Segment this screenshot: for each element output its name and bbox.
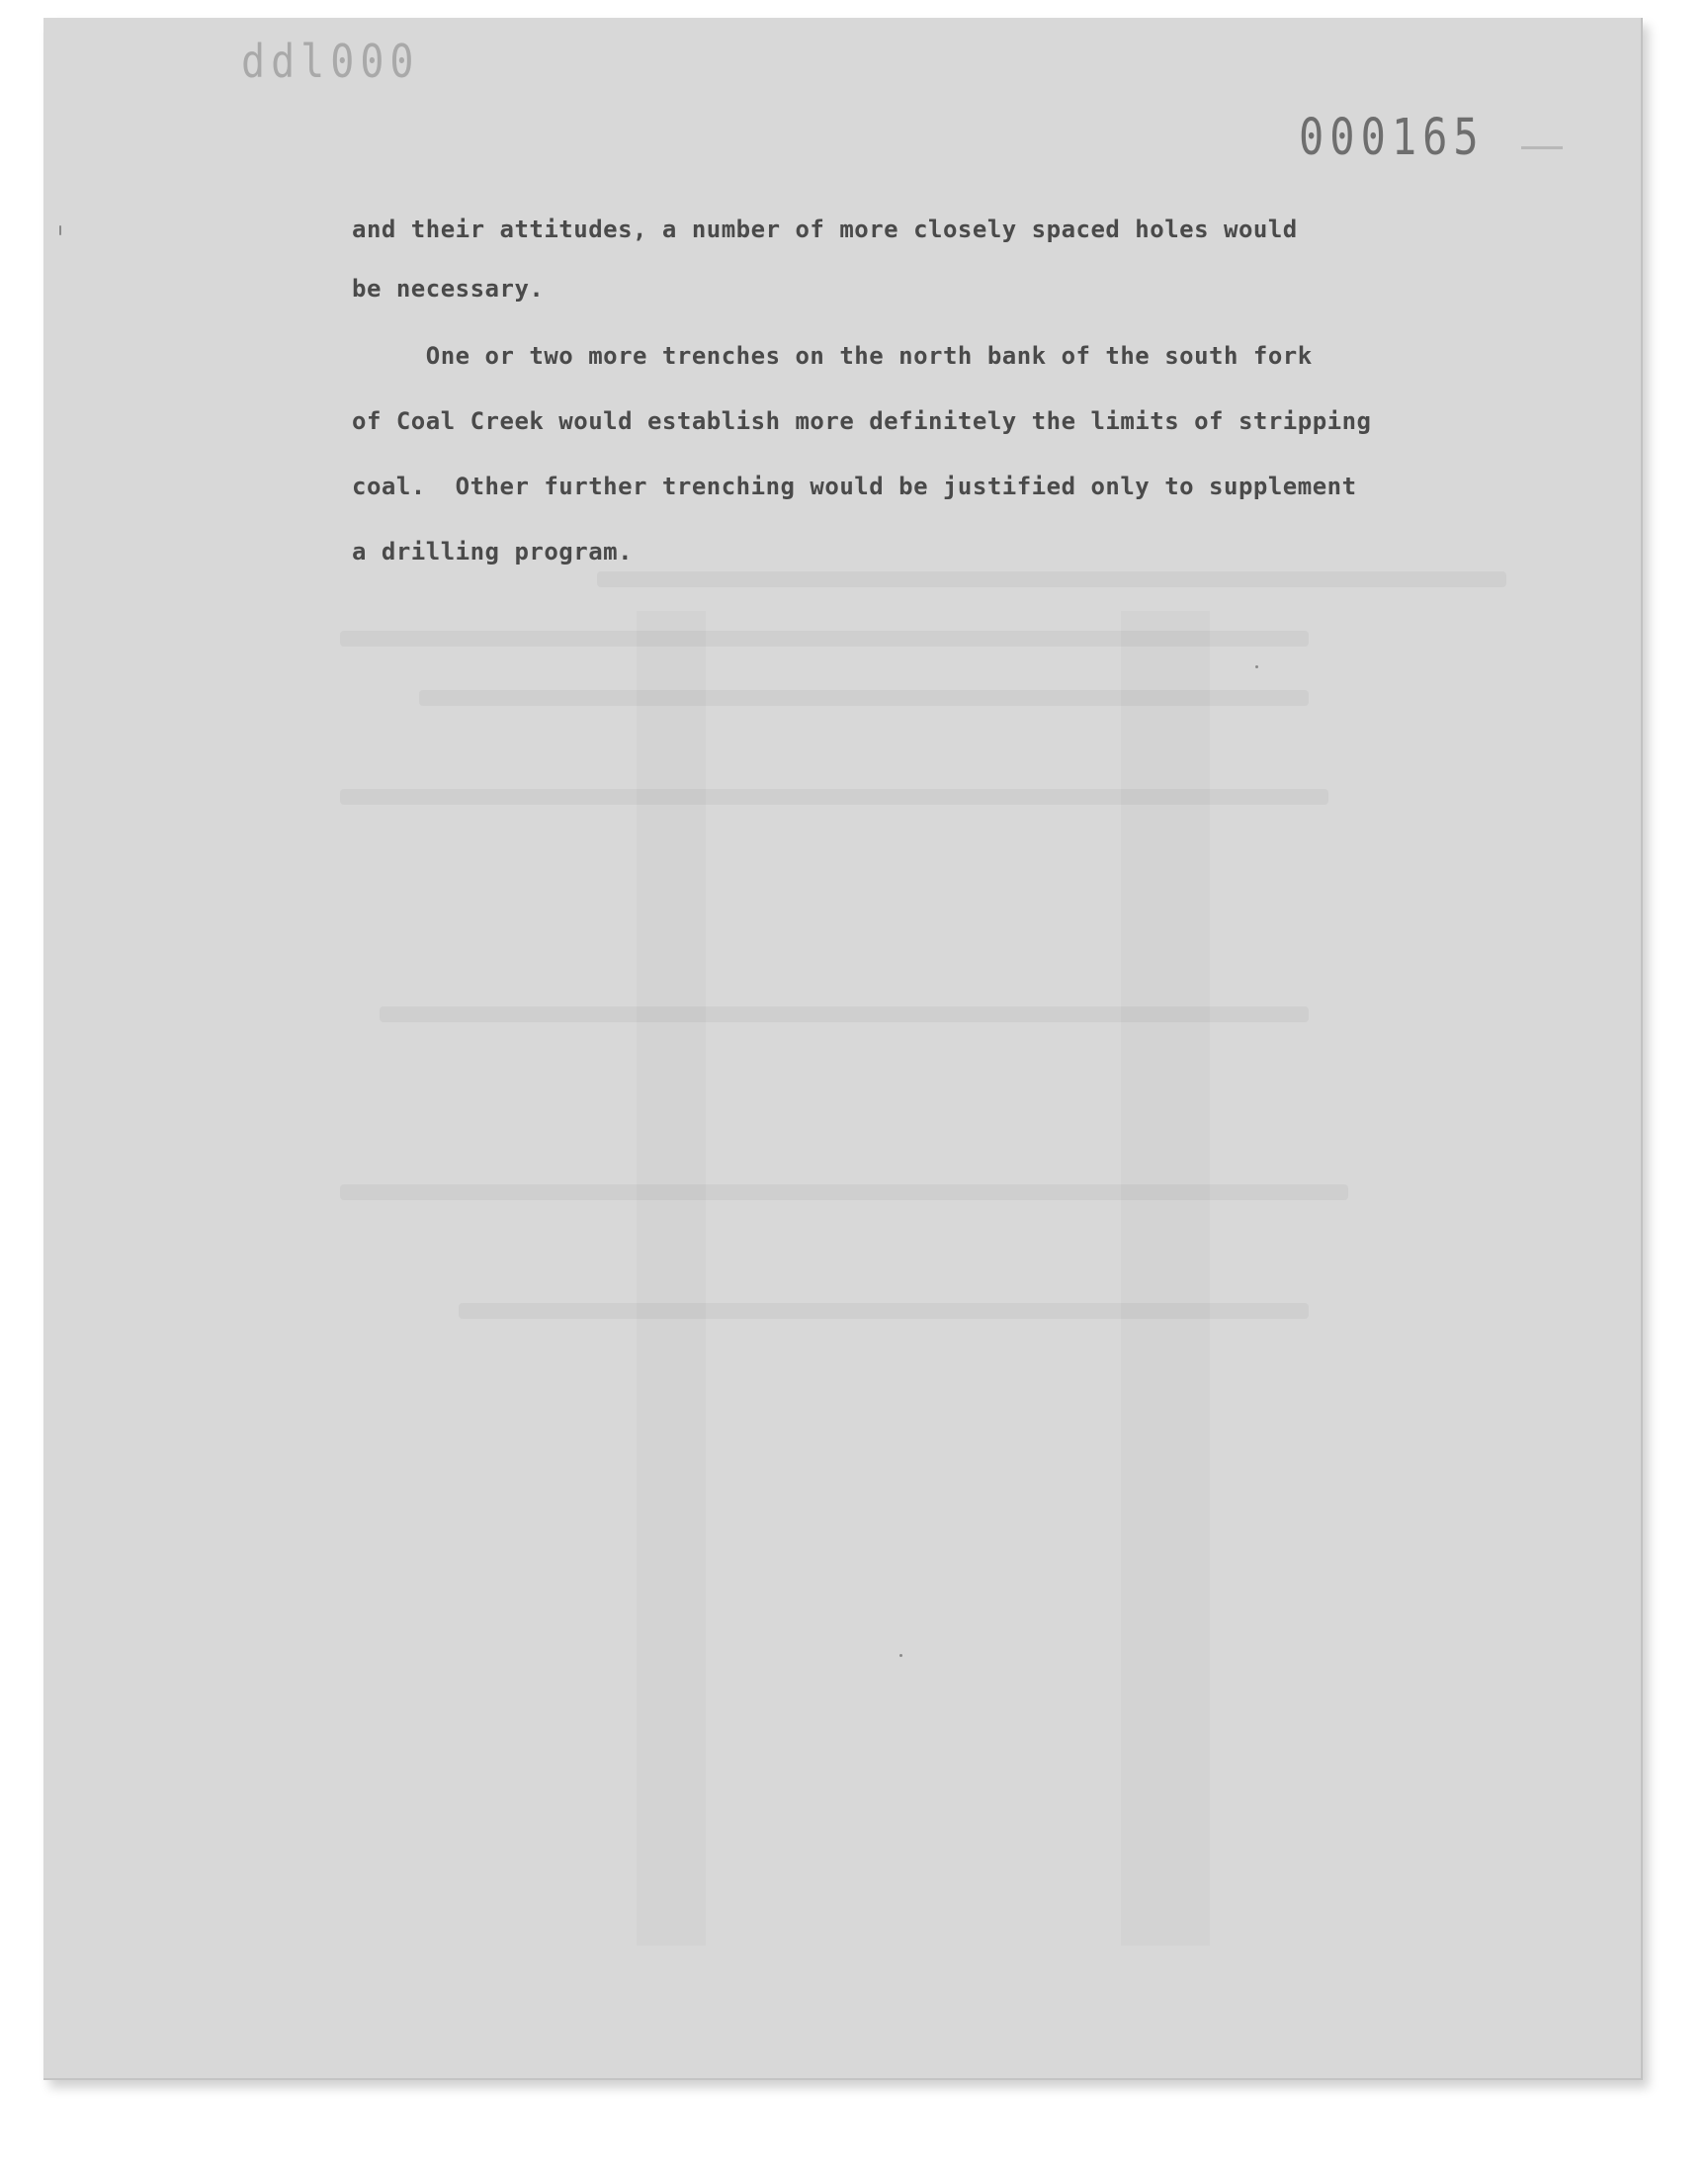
bleed-through-shadow [637,611,706,1946]
page-number-stamp: 000165 [1299,108,1485,166]
scanned-page [43,18,1643,2080]
paper-speck [1255,665,1258,668]
body-line: of Coal Creek would establish more definitely the limits of stripping [352,407,1372,435]
bleed-through-shadow [1121,611,1210,1946]
edge-mark [1521,146,1563,149]
paper-speck [899,1654,902,1657]
body-line: and their attitudes, a number of more closely spaced holes would [352,216,1298,243]
body-line: One or two more trenches on the north bank of the south fork [352,342,1313,370]
body-line: a drilling program. [352,538,634,566]
bleed-through-mark [597,571,1506,587]
paper-speck [59,225,61,235]
page-number-stamp-faint: ddl000 [241,36,420,89]
body-line: coal. Other further trenching would be justified only to supplement [352,473,1357,500]
body-line: be necessary. [352,275,545,303]
